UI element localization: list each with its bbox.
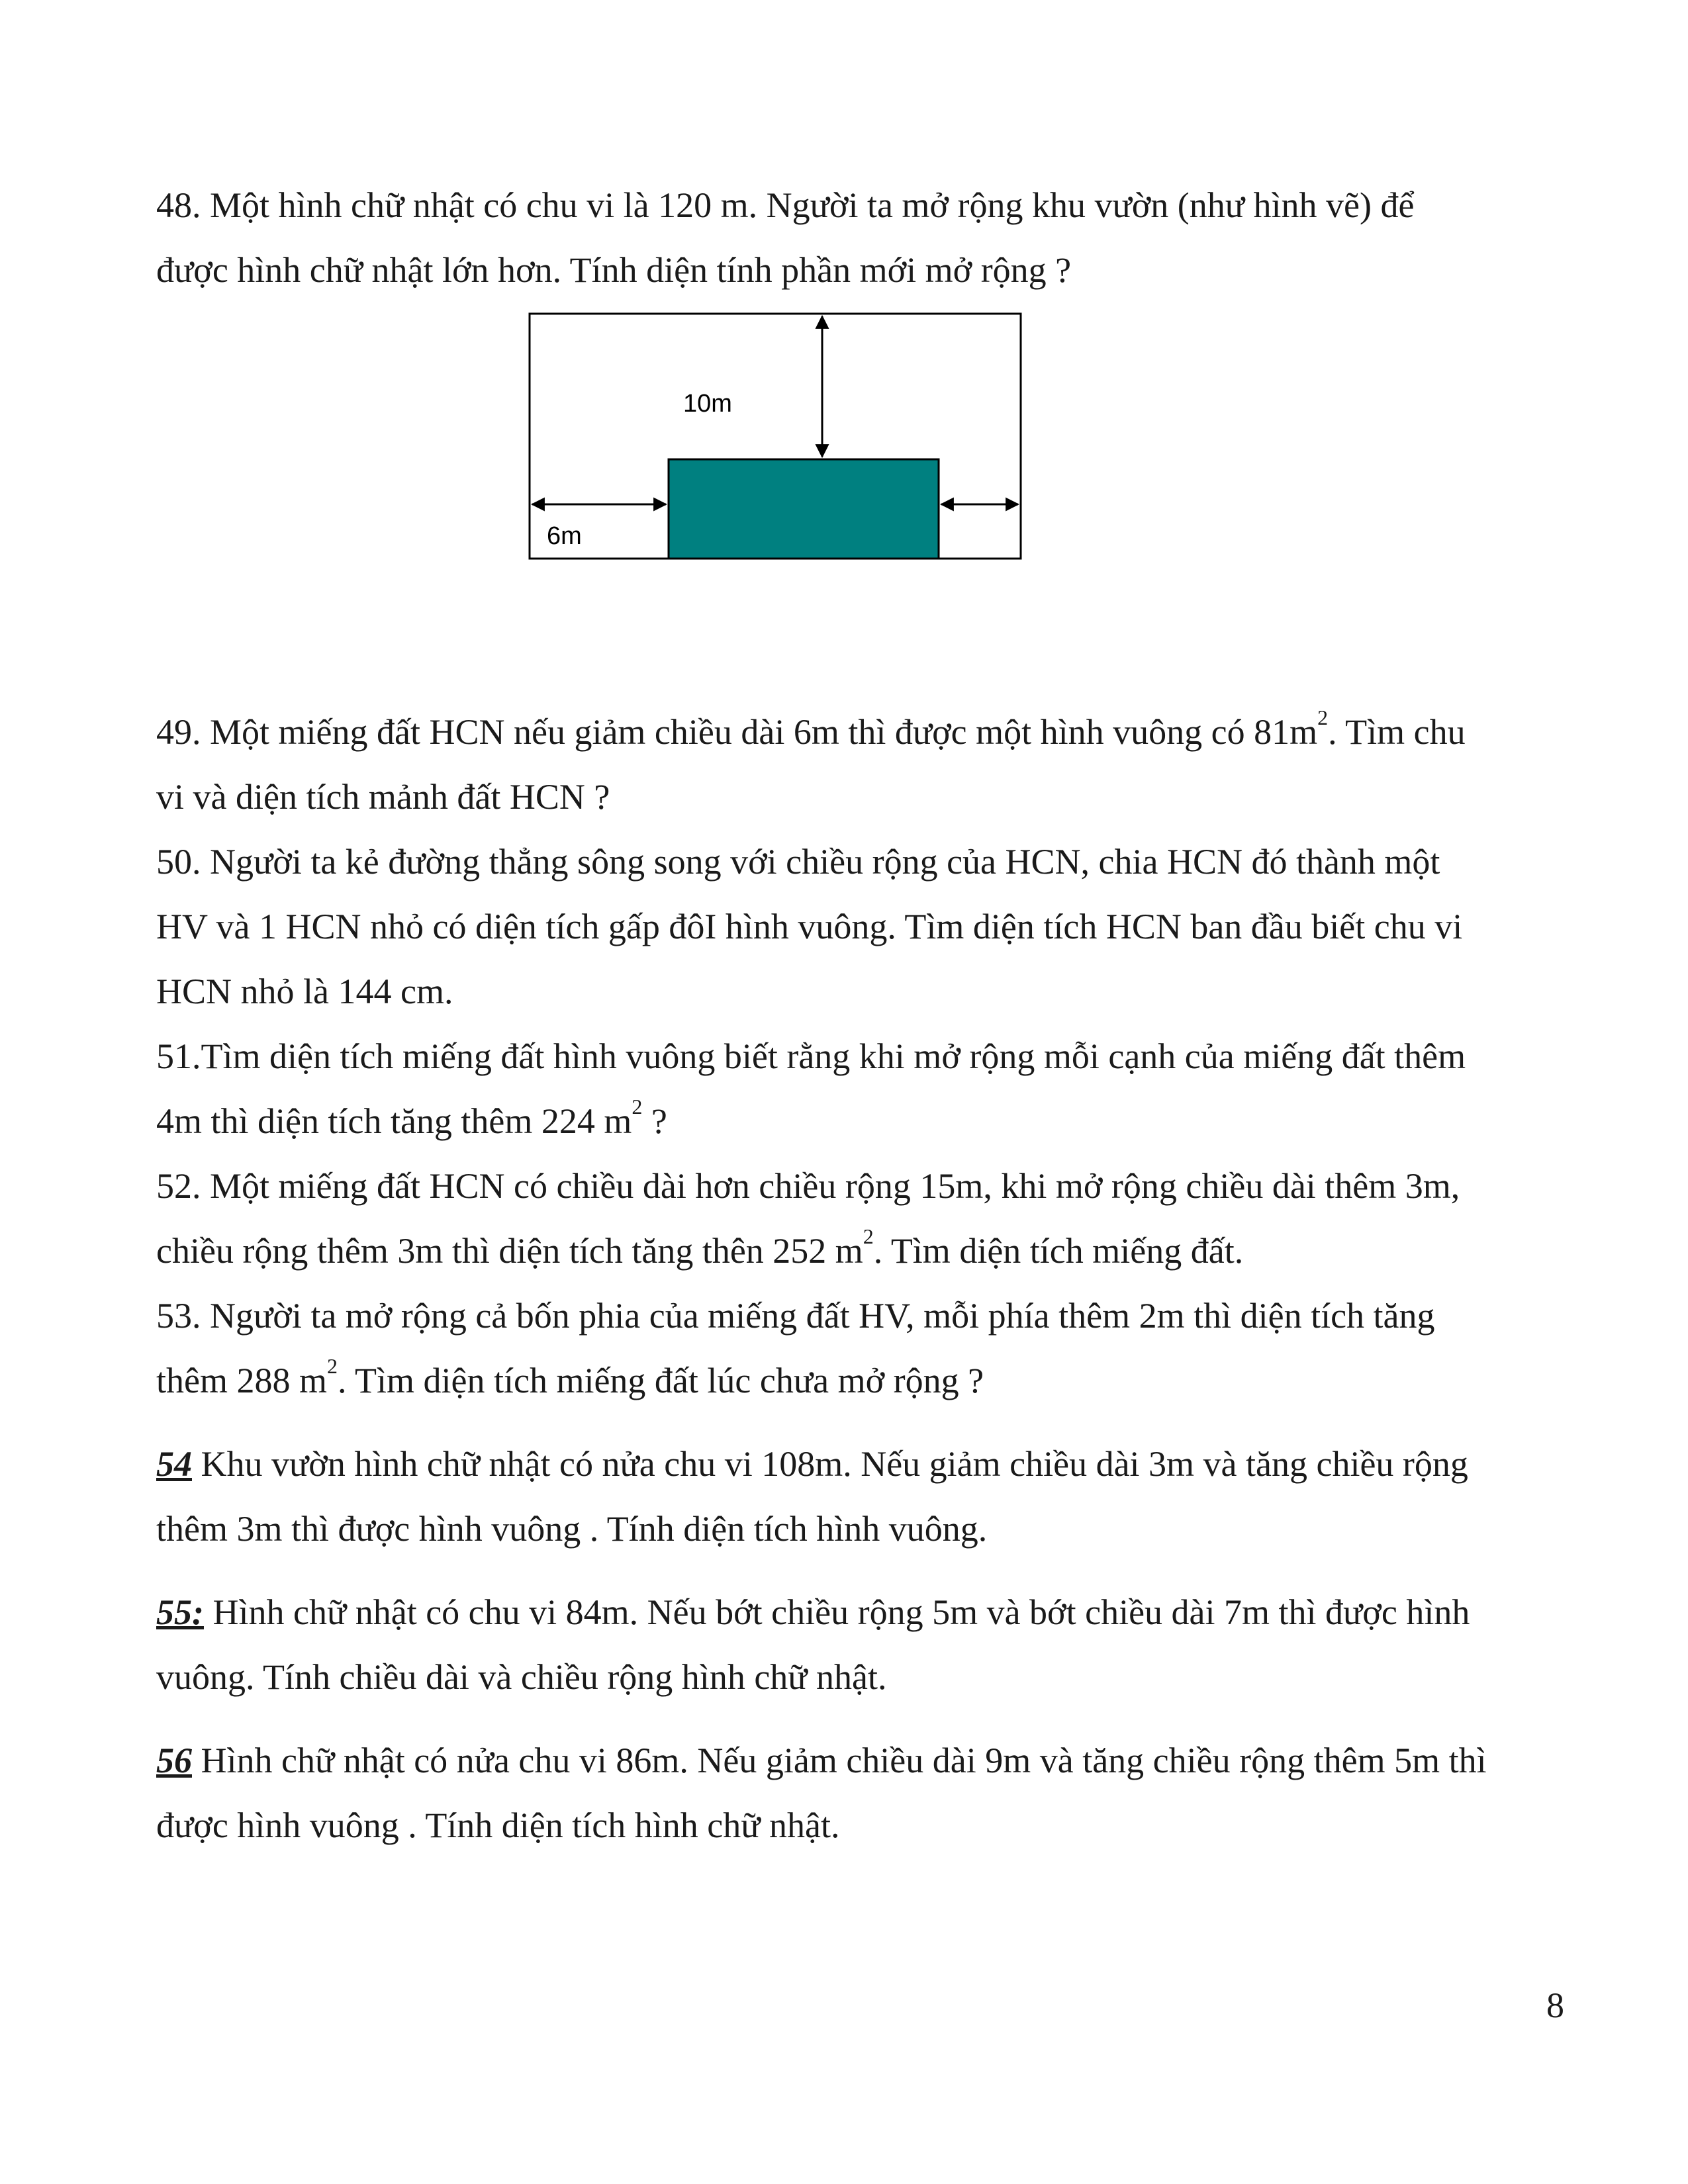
label-10m: 10m — [683, 390, 732, 418]
problem-54-text: Khu vườn hình chữ nhật có nửa chu vi 108m. Nếu giảm chiều dài 3m và tăng chiều rộng — [192, 1444, 1468, 1484]
problem-53-line-1: 53. Người ta mở rộng cả bốn phia của miếng đất HV, mỗi phía thêm 2m thì diện tích tăng — [156, 1296, 1435, 1336]
problem-55-number: 55: — [156, 1592, 204, 1632]
inner-rectangle — [669, 459, 939, 559]
problem-51-text-a: 4m thì diện tích tăng thêm 224 m — [156, 1101, 632, 1141]
problem-50-line-3: HCN nhỏ là 144 cm. — [156, 972, 453, 1011]
problem-55-line-1 — [156, 1591, 1470, 1633]
problem-52-text-b: . Tìm diện tích miếng đất. — [873, 1231, 1244, 1271]
problem-54-number: 54 — [156, 1444, 192, 1484]
problem-51-text-b: ? — [642, 1101, 667, 1141]
problem-51-superscript: 2 — [632, 1095, 643, 1118]
problem-51-line-1: 51.Tìm diện tích miếng đất hình vuông biết rằng khi mở rộng mỗi cạnh của miếng đất thêm — [156, 1036, 1466, 1076]
problem-51-line-2 — [156, 1095, 667, 1142]
problem-54-line-1 — [156, 1443, 1468, 1485]
problem-48-line-1: 48. Một hình chữ nhật có chu vi là 120 m. Người ta mở rộng khu vườn (như hình vẽ) để — [156, 185, 1415, 225]
problem-53-superscript: 2 — [326, 1354, 338, 1378]
problem-52-line-2 — [156, 1224, 1244, 1272]
problem-56-line-1 — [156, 1739, 1487, 1782]
problem-56-line-2: được hình vuông . Tính diện tích hình chữ nhật. — [156, 1805, 840, 1845]
problem-48-line-2: được hình chữ nhật lớn hơn. Tính diện tính phần mới mở rộng ? — [156, 250, 1072, 290]
problem-55-line-2: vuông. Tính chiều dài và chiều rộng hình chữ nhật. — [156, 1657, 887, 1697]
problem-56-text: Hình chữ nhật có nửa chu vi 86m. Nếu giảm chiều dài 9m và tăng chiều rộng thêm 5m thì — [192, 1741, 1487, 1780]
problem-52-superscript: 2 — [863, 1224, 874, 1248]
figure-svg — [528, 312, 1022, 560]
problem-53-text-b: . Tìm diện tích miếng đất lúc chưa mở rộng ? — [337, 1361, 984, 1400]
problem-52-text-a: chiều rộng thêm 3m thì diện tích tăng thên 252 m — [156, 1231, 863, 1271]
problem-52-line-1: 52. Một miếng đất HCN có chiều dài hơn chiều rộng 15m, khi mở rộng chiều dài thêm 3m, — [156, 1166, 1460, 1206]
problem-53-line-2 — [156, 1354, 984, 1402]
problem-53-text-a: thêm 288 m — [156, 1361, 327, 1400]
problem-55-text: Hình chữ nhật có chu vi 84m. Nếu bớt chiều rộng 5m và bớt chiều dài 7m thì được hình — [203, 1592, 1470, 1632]
problem-50-line-1: 50. Người ta kẻ đường thẳng sông song với chiều rộng của HCN, chia HCN đó thành một — [156, 842, 1440, 882]
problem-49-line-2: vi và diện tích mảnh đất HCN ? — [156, 777, 610, 817]
problem-56-number: 56 — [156, 1741, 192, 1780]
page-number: 8 — [1546, 1985, 1564, 2025]
problem-49-text-a: 49. Một miếng đất HCN nếu giảm chiều dài 6m thì được một hình vuông có 81m — [156, 712, 1318, 752]
garden-expansion-figure — [528, 312, 1022, 560]
problem-49-text-b: . Tìm chu — [1328, 712, 1466, 752]
problem-49-line-1 — [156, 705, 1466, 753]
problem-50-line-2: HV và 1 HCN nhỏ có diện tích gấp đôI hình vuông. Tìm diện tích HCN ban đầu biết chu vi — [156, 907, 1463, 946]
problem-54-line-2: thêm 3m thì được hình vuông . Tính diện tích hình vuông. — [156, 1509, 988, 1549]
problem-49-superscript: 2 — [1317, 705, 1329, 729]
label-6m: 6m — [547, 522, 582, 550]
